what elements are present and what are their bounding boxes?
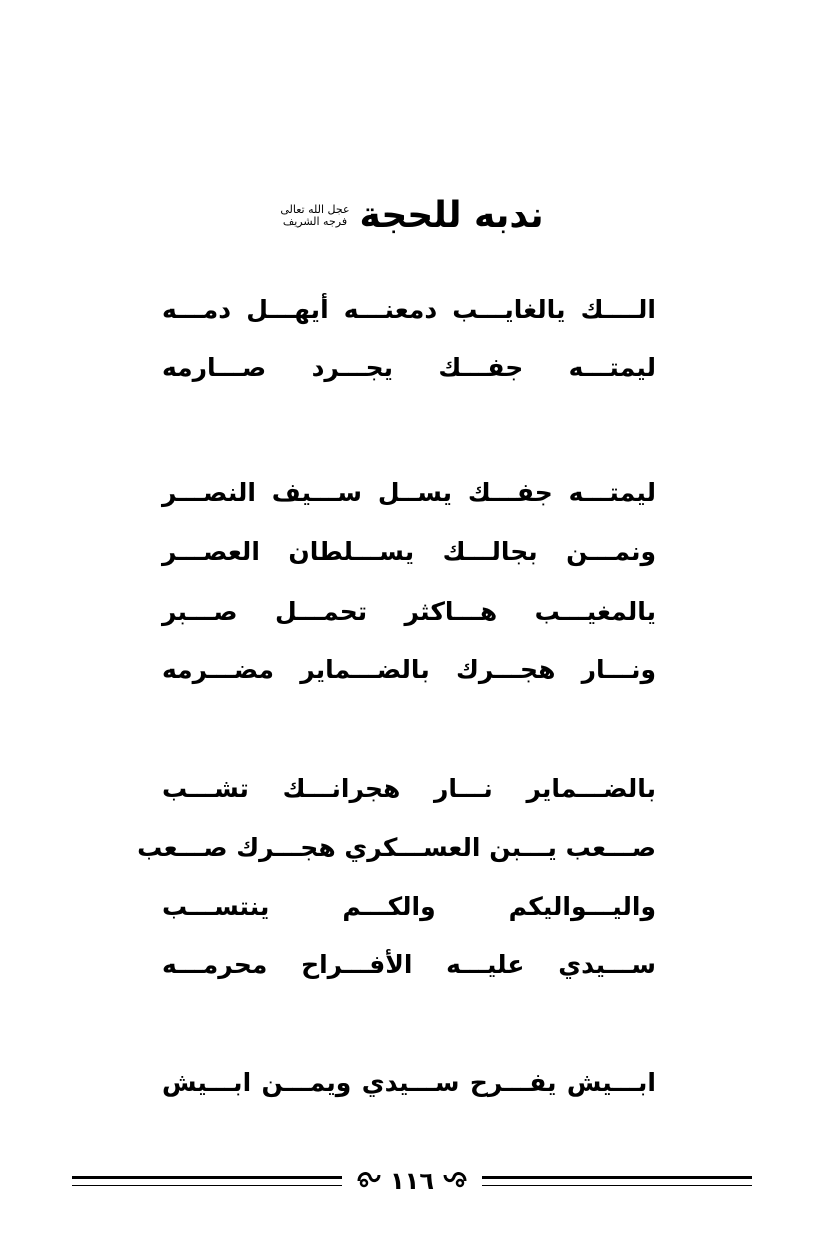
verse-line-7: بالضـــماير نـــار هجرانـــك تشـــب: [162, 774, 656, 803]
verse-line-6: ونـــار هجـــرك بالضـــماير مضـــرمه: [162, 655, 656, 684]
verse-line-3: ليمتـــه جفـــك يســل ســـيف النصـــر: [162, 478, 656, 507]
page-title: ندبه للحجة: [359, 195, 544, 236]
verse-line-8: صـــعب يـــبن العســـكري هجـــرك صـــعب: [137, 833, 656, 862]
verse-line-5: يالمغيـــب هـــاكثر تحمـــل صـــبر: [162, 597, 656, 626]
verse-line-9: واليـــواليكم والكـــم ينتســـب: [162, 892, 656, 921]
footer-rule-right: [482, 1176, 752, 1186]
verse-line-2: ليمتـــه جفـــك يجـــرد صـــارمه: [162, 353, 656, 382]
honorific-emblem: [280, 204, 349, 227]
verse-line-11: ابـــيش يفـــرح ســـيدي ويمـــن ابـــيش: [162, 1068, 656, 1097]
verse-line-10: ســـيدي عليـــه الأفـــراح محرمـــه: [162, 950, 656, 979]
verse-line-1: الــــك يالغايـــب دمعنـــه أيهـــل دمـــه: [162, 295, 656, 324]
page-number-group: [356, 1167, 468, 1195]
verse-line-4: ونمـــن بجالـــك يســـلطان العصـــر: [162, 537, 656, 566]
footer-rule-left: [72, 1176, 342, 1186]
ornament-right-icon: [442, 1167, 468, 1195]
page-number: ١١٦: [390, 1167, 434, 1195]
ornament-left-icon: [356, 1167, 382, 1195]
honorific-bottom-text: فرجه الشريف: [282, 215, 348, 228]
honorific-top-text: عجل الله تعالى: [280, 203, 350, 217]
page-footer: [72, 1164, 752, 1198]
page-title-block: [0, 186, 824, 246]
